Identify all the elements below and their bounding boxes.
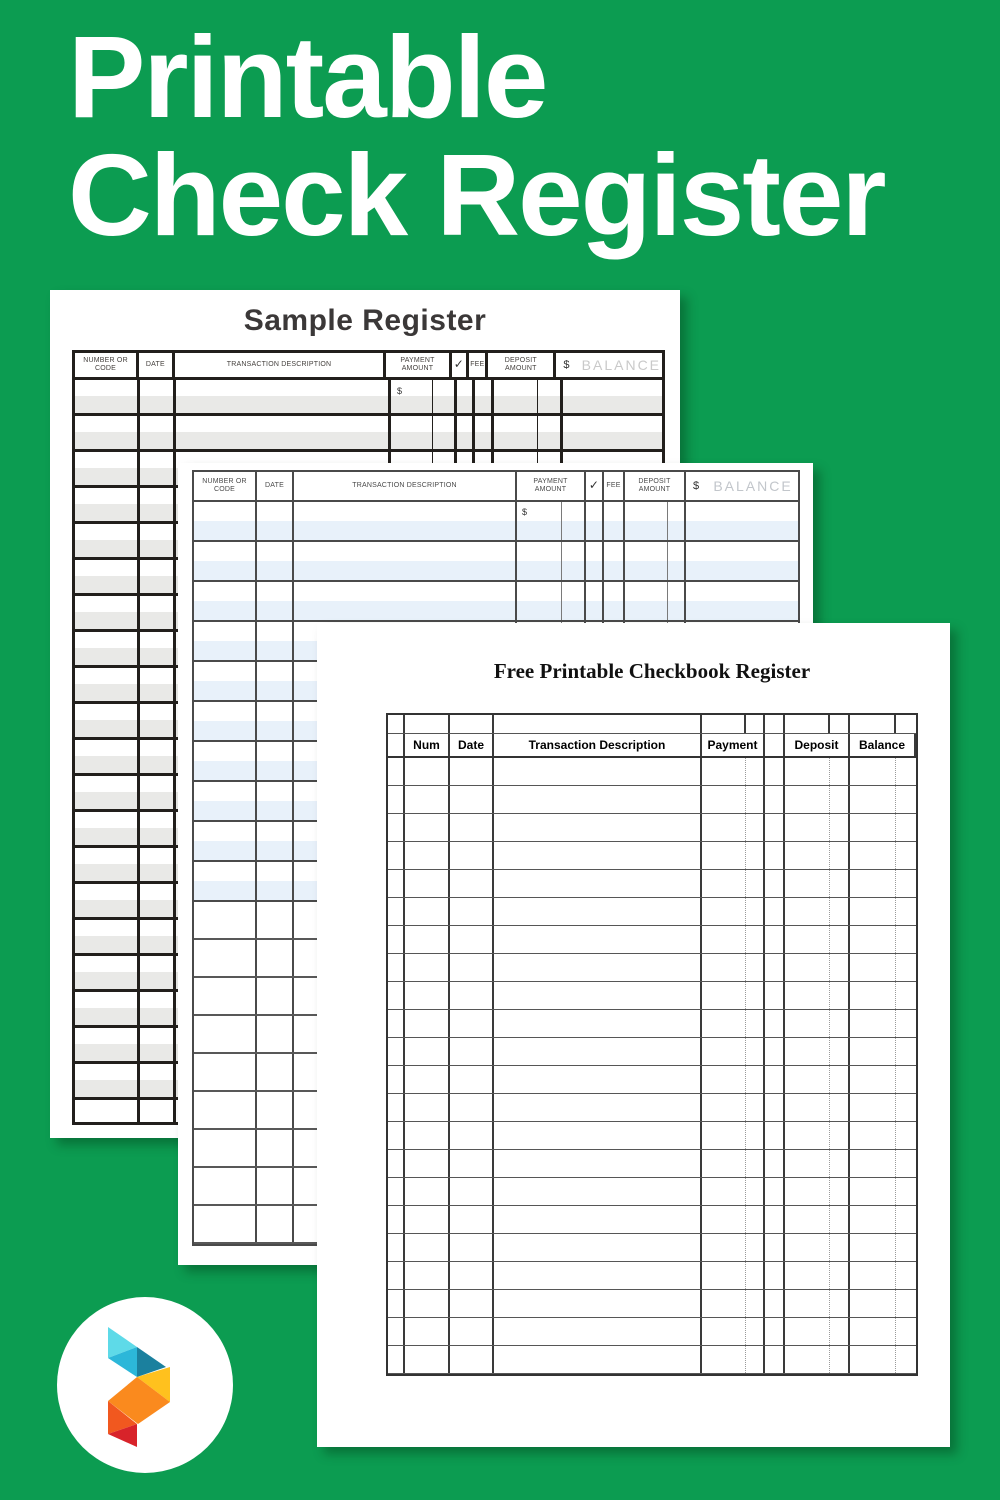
doc3-table-body bbox=[388, 758, 916, 1374]
register-row bbox=[388, 1178, 916, 1206]
doc3-col-transaction-description: Transaction Description bbox=[494, 734, 702, 756]
register-row bbox=[388, 1234, 916, 1262]
doc1-balance-label: BALANCE bbox=[581, 356, 662, 373]
doc3-col-num: Num bbox=[405, 734, 450, 756]
doc3-col-balance: Balance bbox=[850, 734, 916, 756]
doc1-col-payment-amount: PAYMENT AMOUNT bbox=[386, 353, 451, 377]
register-row-block bbox=[75, 416, 662, 452]
doc1-col-date: DATE bbox=[139, 353, 175, 377]
register-row bbox=[388, 786, 916, 814]
doc1-col-deposit-amount: DEPOSIT AMOUNT bbox=[488, 353, 556, 377]
register-row bbox=[388, 870, 916, 898]
doc2-col-date: DATE bbox=[257, 472, 294, 500]
doc1-table-header bbox=[75, 353, 662, 380]
register-row bbox=[388, 1290, 916, 1318]
doc2-table-header bbox=[194, 472, 798, 502]
checkbook-register-page bbox=[317, 623, 950, 1447]
doc3-col-check bbox=[765, 734, 785, 756]
page-title-line1: Printable bbox=[68, 12, 547, 142]
doc1-col-checkmark-icon: ✓ bbox=[452, 353, 470, 377]
doc2-col-transaction-description: TRANSACTION DESCRIPTION bbox=[294, 472, 517, 500]
doc2-col-deposit-amount: DEPOSIT AMOUNT bbox=[625, 472, 686, 500]
doc1-col-number-or-code: NUMBER OR CODE bbox=[75, 353, 139, 377]
printablee-logo bbox=[57, 1297, 233, 1473]
register-row bbox=[388, 1206, 916, 1234]
doc3-col-payment: Payment bbox=[702, 734, 765, 756]
register-row bbox=[388, 842, 916, 870]
register-row bbox=[388, 982, 916, 1010]
register-row bbox=[388, 1318, 916, 1346]
doc2-col-fee: FEE bbox=[604, 472, 625, 500]
register-row-block bbox=[194, 542, 798, 582]
doc3-col-date: Date bbox=[450, 734, 494, 756]
doc2-col-checkmark-icon: ✓ bbox=[586, 472, 604, 500]
doc1-col-balance bbox=[556, 353, 662, 377]
doc3-table-header bbox=[388, 734, 916, 758]
register-row bbox=[388, 1066, 916, 1094]
doc3-col-blank bbox=[388, 734, 405, 756]
doc2-balance-dollar: $ bbox=[693, 479, 700, 492]
doc1-col-transaction-description: TRANSACTION DESCRIPTION bbox=[175, 353, 387, 377]
register-row bbox=[388, 1094, 916, 1122]
doc1-col-fee: FEE bbox=[469, 353, 488, 377]
doc1-balance-dollar: $ bbox=[563, 358, 570, 371]
doc3-col-deposit: Deposit bbox=[785, 734, 850, 756]
doc2-col-balance bbox=[686, 472, 798, 500]
register-row-block bbox=[75, 380, 662, 416]
register-row-block bbox=[194, 502, 798, 542]
register-row bbox=[388, 814, 916, 842]
register-row bbox=[388, 1346, 916, 1374]
doc3-top-spacer-row bbox=[388, 715, 916, 734]
register-row-block bbox=[194, 582, 798, 622]
doc1-title: Sample Register bbox=[243, 304, 487, 337]
register-row bbox=[388, 1150, 916, 1178]
register-row bbox=[388, 1038, 916, 1066]
register-row bbox=[388, 898, 916, 926]
register-row bbox=[388, 1122, 916, 1150]
doc2-col-number-or-code: NUMBER OR CODE bbox=[194, 472, 257, 500]
register-row bbox=[388, 758, 916, 786]
doc2-balance-label: BALANCE bbox=[713, 477, 793, 494]
doc3-register-table bbox=[386, 713, 918, 1376]
doc2-col-payment-amount: PAYMENT AMOUNT bbox=[517, 472, 586, 500]
register-row bbox=[388, 954, 916, 982]
doc1-payment-dollar: $ bbox=[397, 386, 403, 396]
register-row bbox=[388, 926, 916, 954]
register-row bbox=[388, 1010, 916, 1038]
doc3-title: Free Printable Checkbook Register bbox=[493, 659, 811, 683]
register-row bbox=[388, 1262, 916, 1290]
printablee-logo-icon bbox=[88, 1323, 188, 1448]
page-title-line2: Check Register bbox=[68, 130, 885, 260]
page-title bbox=[68, 12, 885, 260]
doc2-payment-dollar: $ bbox=[522, 507, 528, 517]
